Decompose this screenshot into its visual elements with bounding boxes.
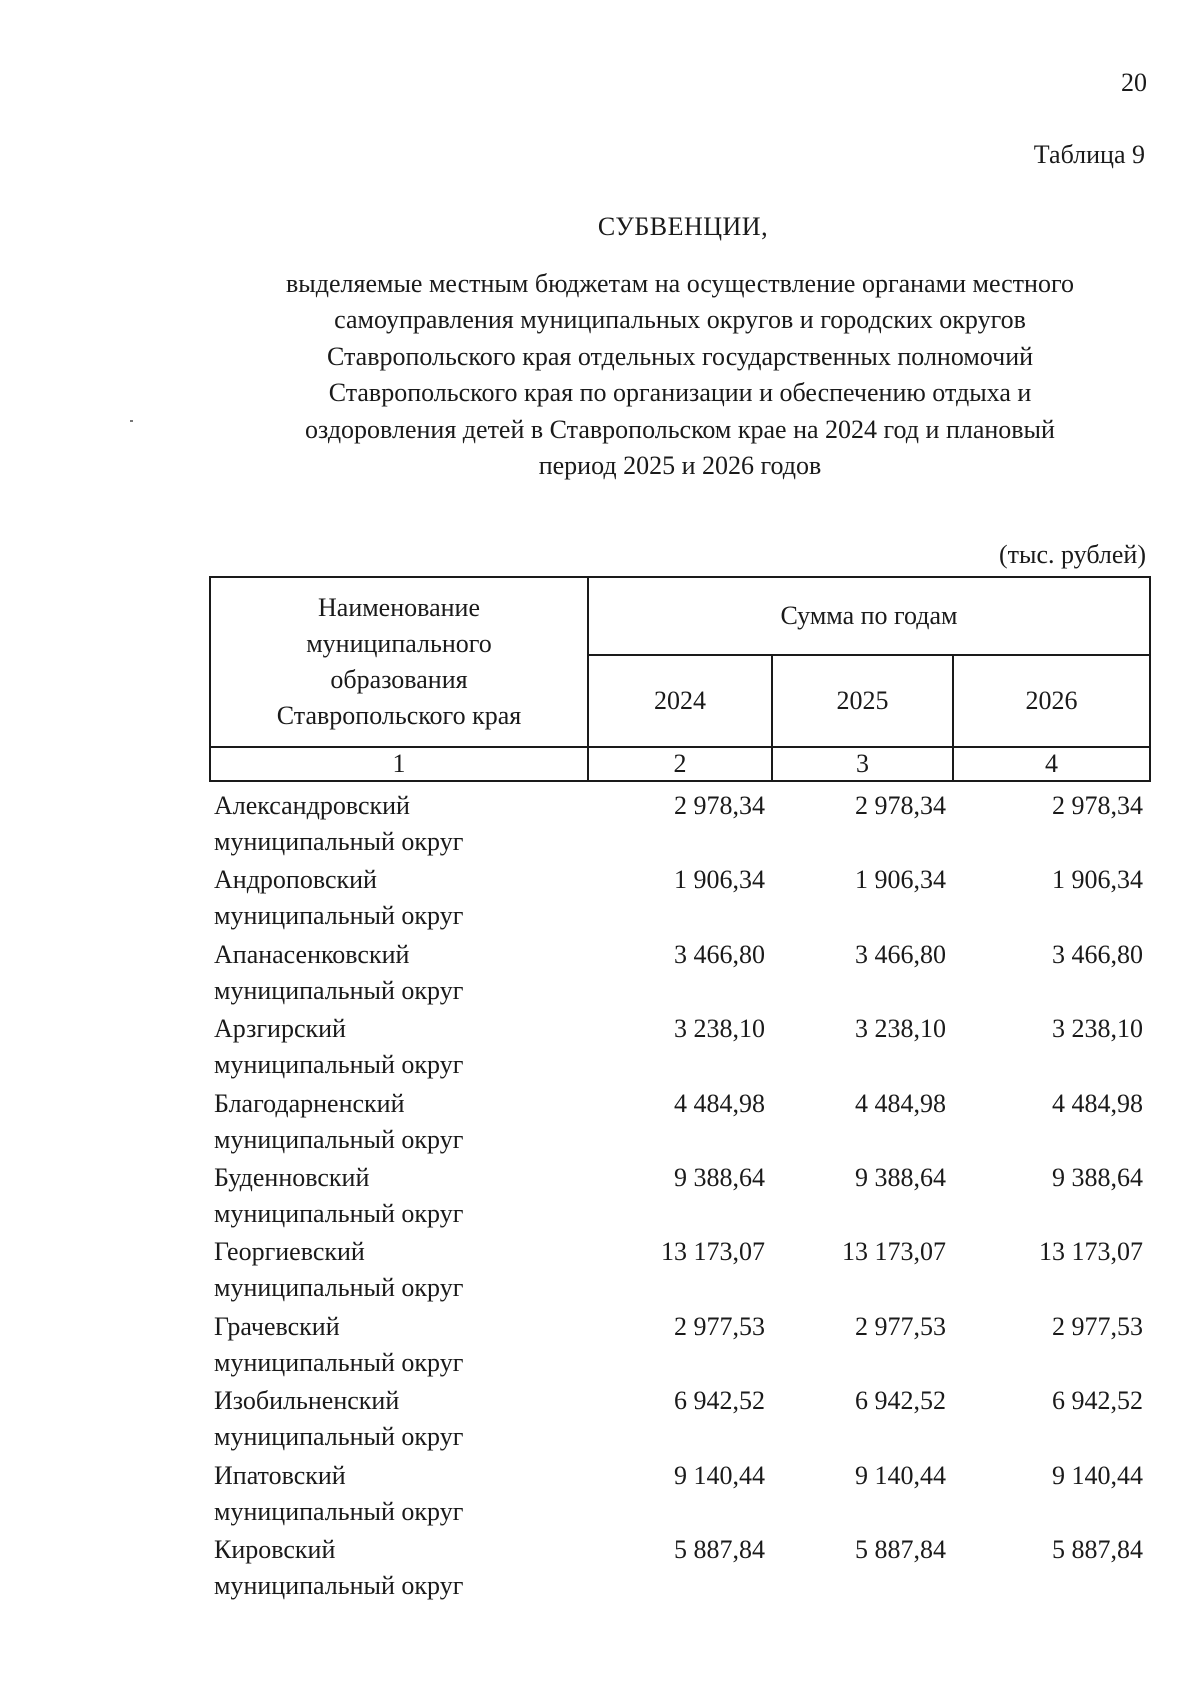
value-2025: 2 977,53 [855, 1311, 946, 1341]
name-line: Изобильненский [214, 1386, 400, 1416]
value-2026: 3 466,80 [1052, 939, 1143, 969]
municipality-name [209, 1458, 587, 1532]
name-line: Буденновский [214, 1162, 370, 1192]
municipality-name [209, 788, 587, 862]
page-number: 20 [1121, 68, 1147, 97]
header-name-line: муниципального [306, 629, 492, 658]
header-year-2025: 2025 [772, 655, 953, 747]
name-line: муниципальный округ [214, 1570, 464, 1600]
municipality-name [209, 1309, 587, 1383]
subtitle-line: выделяемые местным бюджетам на осуществление органами местного [286, 269, 1074, 298]
header-name-line: образования [330, 665, 468, 694]
header-name-line: Наименование [318, 593, 480, 622]
header-municipality-name [210, 577, 588, 747]
table-row [209, 1309, 1149, 1383]
table-row [209, 937, 1149, 1011]
subtitle-line: Ставропольского края по организации и обеспечению отдыха и [328, 378, 1032, 408]
value-2025: 1 906,34 [855, 865, 946, 895]
value-2024: 3 238,10 [674, 1014, 765, 1044]
value-2026: 6 942,52 [1052, 1386, 1143, 1416]
value-2024: 9 388,64 [674, 1162, 765, 1192]
header-colnum-3: 3 [772, 747, 953, 781]
units-label: (тыс. рублей) [998, 540, 1146, 569]
name-line: муниципальный округ [214, 1198, 464, 1228]
table-row [209, 1532, 1149, 1606]
table-row [209, 788, 1149, 862]
name-line: муниципальный округ [214, 1422, 464, 1452]
value-2026: 4 484,98 [1052, 1088, 1143, 1118]
name-line: Грачевский [214, 1311, 340, 1341]
municipality-name [209, 1160, 587, 1234]
name-line: Благодарненский [214, 1088, 405, 1118]
municipality-name [209, 1383, 587, 1457]
value-2025: 9 140,44 [855, 1460, 946, 1490]
header-year-2026: 2026 [953, 655, 1150, 747]
value-2024: 6 942,52 [674, 1386, 765, 1416]
value-2025: 9 388,64 [855, 1162, 946, 1192]
name-line: Ипатовский [214, 1460, 346, 1490]
table-row [209, 862, 1149, 936]
table-label: Таблица 9 [1033, 140, 1145, 169]
value-2026: 5 887,84 [1052, 1534, 1143, 1564]
header-sum-by-years: Сумма по годам [588, 577, 1150, 655]
municipality-name [209, 862, 587, 936]
value-2026: 2 977,53 [1052, 1311, 1143, 1341]
value-2025: 5 887,84 [855, 1534, 946, 1564]
table-row [209, 1458, 1149, 1532]
document-subtitle [220, 266, 1140, 484]
municipality-name [209, 1086, 587, 1160]
value-2026: 9 388,64 [1052, 1162, 1143, 1192]
table-row [209, 1383, 1149, 1457]
name-line: муниципальный округ [214, 1273, 464, 1303]
name-line: муниципальный округ [214, 827, 464, 856]
table-row [209, 1160, 1149, 1234]
value-2024: 4 484,98 [674, 1088, 765, 1118]
name-line: Арзгирский [214, 1014, 346, 1044]
value-2025: 4 484,98 [855, 1088, 946, 1118]
value-2024: 13 173,07 [661, 1237, 765, 1267]
header-year-2024: 2024 [588, 655, 772, 747]
value-2024: 3 466,80 [674, 939, 765, 969]
value-2024: 2 977,53 [674, 1311, 765, 1341]
name-line: муниципальный округ [214, 1124, 464, 1154]
subtitle-line: самоуправления муниципальных округов и городских округов [334, 305, 1026, 335]
table-row [209, 1011, 1149, 1085]
table-row [209, 1086, 1149, 1160]
header-colnum-4: 4 [953, 747, 1150, 781]
name-line: Апанасенковский [214, 939, 410, 969]
document-title: СУБВЕНЦИИ, [597, 212, 769, 241]
name-line: муниципальный округ [214, 1496, 464, 1526]
value-2026: 1 906,34 [1052, 865, 1143, 895]
value-2025: 6 942,52 [855, 1386, 946, 1416]
value-2024: 9 140,44 [674, 1460, 765, 1490]
name-line: Андроповский [214, 865, 377, 895]
municipality-name [209, 1011, 587, 1085]
value-2025: 2 978,34 [855, 791, 946, 820]
table-body [209, 788, 1149, 1606]
header-colnum-1: 1 [210, 747, 588, 781]
name-line: муниципальный округ [214, 1050, 464, 1080]
scan-speck [130, 420, 133, 422]
header-name-line: Ставропольского края [276, 701, 522, 730]
subtitle-line: Ставропольского края отдельных государственных полномочий [326, 341, 1034, 371]
name-line: муниципальный округ [214, 975, 464, 1005]
subtitle-line: период 2025 и 2026 годов [538, 451, 822, 481]
name-line: Александровский [214, 791, 410, 820]
header-colnum-2: 2 [588, 747, 772, 781]
value-2025: 3 466,80 [855, 939, 946, 969]
municipality-name [209, 937, 587, 1011]
value-2026: 13 173,07 [1039, 1237, 1143, 1267]
value-2026: 3 238,10 [1052, 1014, 1143, 1044]
name-line: Георгиевский [214, 1237, 365, 1267]
municipality-name [209, 1532, 587, 1606]
value-2024: 5 887,84 [674, 1534, 765, 1564]
municipality-name [209, 1234, 587, 1308]
name-line: муниципальный округ [214, 1347, 464, 1377]
value-2025: 13 173,07 [842, 1237, 946, 1267]
table-header [209, 576, 1151, 782]
value-2024: 1 906,34 [674, 865, 765, 895]
value-2024: 2 978,34 [674, 791, 765, 820]
name-line: Кировский [214, 1534, 336, 1564]
value-2026: 2 978,34 [1052, 791, 1143, 820]
value-2025: 3 238,10 [855, 1014, 946, 1044]
subtitle-line: оздоровления детей в Ставропольском крае на 2024 год и плановый [305, 414, 1055, 444]
name-line: муниципальный округ [214, 901, 464, 931]
table-row [209, 1234, 1149, 1308]
value-2026: 9 140,44 [1052, 1460, 1143, 1490]
